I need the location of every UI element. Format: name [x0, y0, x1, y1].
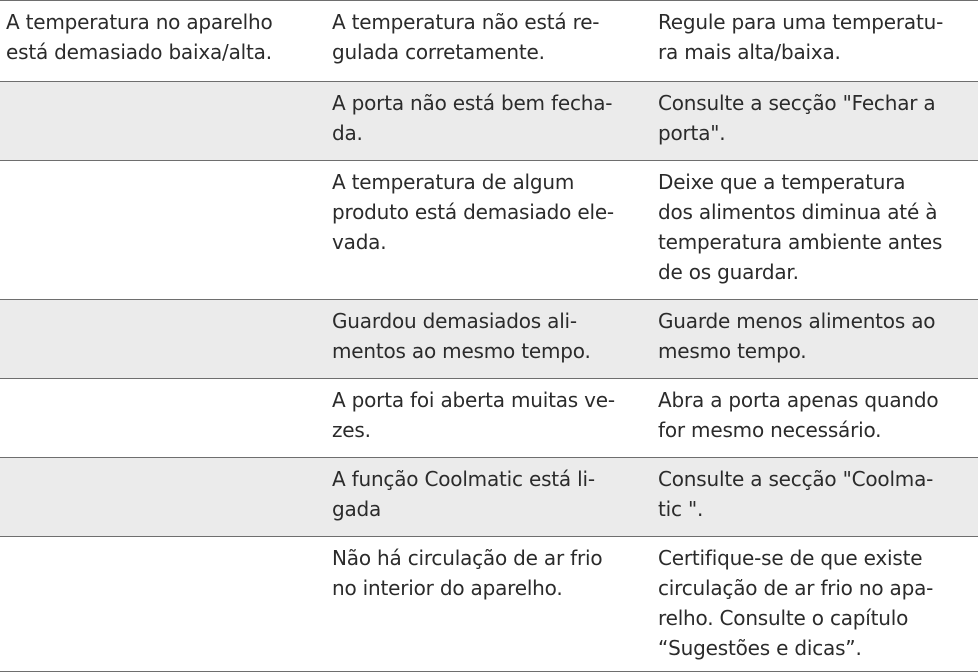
cause-cell: A função Coolmatic está li- gada	[332, 467, 595, 521]
table-row	[0, 458, 978, 537]
cause-cell: A porta foi aberta muitas ve- zes.	[332, 388, 615, 442]
problem-cell	[0, 379, 326, 457]
table-row	[0, 300, 978, 379]
cause-cell: Guardou demasiados ali- mentos ao mesmo tempo.	[332, 309, 591, 363]
table-row	[0, 161, 978, 300]
solution-cell: Deixe que a temperatura dos alimentos diminua até à temperatura ambiente antes de os guardar.	[658, 170, 943, 284]
table-row	[0, 379, 978, 458]
cause-cell: A porta não está bem fecha- da.	[332, 91, 613, 145]
solution-cell: Guarde menos alimentos ao mesmo tempo.	[658, 309, 936, 363]
cause-cell: A temperatura não está re- gulada corretamente.	[332, 10, 600, 64]
table-row	[0, 82, 978, 161]
problem-cell: A temperatura no aparelho está demasiado baixa/alta.	[6, 10, 273, 64]
solution-cell: Consulte a secção "Fechar a porta".	[658, 91, 936, 145]
solution-cell: Consulte a secção "Coolma- tic ".	[658, 467, 934, 521]
solution-cell: Regule para uma temperatu- ra mais alta/baixa.	[658, 10, 944, 64]
table-row	[0, 537, 978, 672]
cause-cell: A temperatura de algum produto está demasiado ele- vada.	[332, 170, 614, 254]
problem-cell	[0, 300, 326, 378]
problem-cell	[0, 161, 326, 299]
cause-cell: Não há circulação de ar frio no interior do aparelho.	[332, 546, 603, 600]
problem-cell	[0, 537, 326, 671]
solution-cell: Abra a porta apenas quando for mesmo necessário.	[658, 388, 939, 442]
problem-cell	[0, 458, 326, 536]
table-row	[0, 1, 978, 82]
solution-cell: Certifique-se de que existe circulação de ar frio no apa- relho. Consulte o capítulo “Sugestões e dicas”.	[658, 546, 934, 660]
problem-cell	[0, 82, 326, 160]
